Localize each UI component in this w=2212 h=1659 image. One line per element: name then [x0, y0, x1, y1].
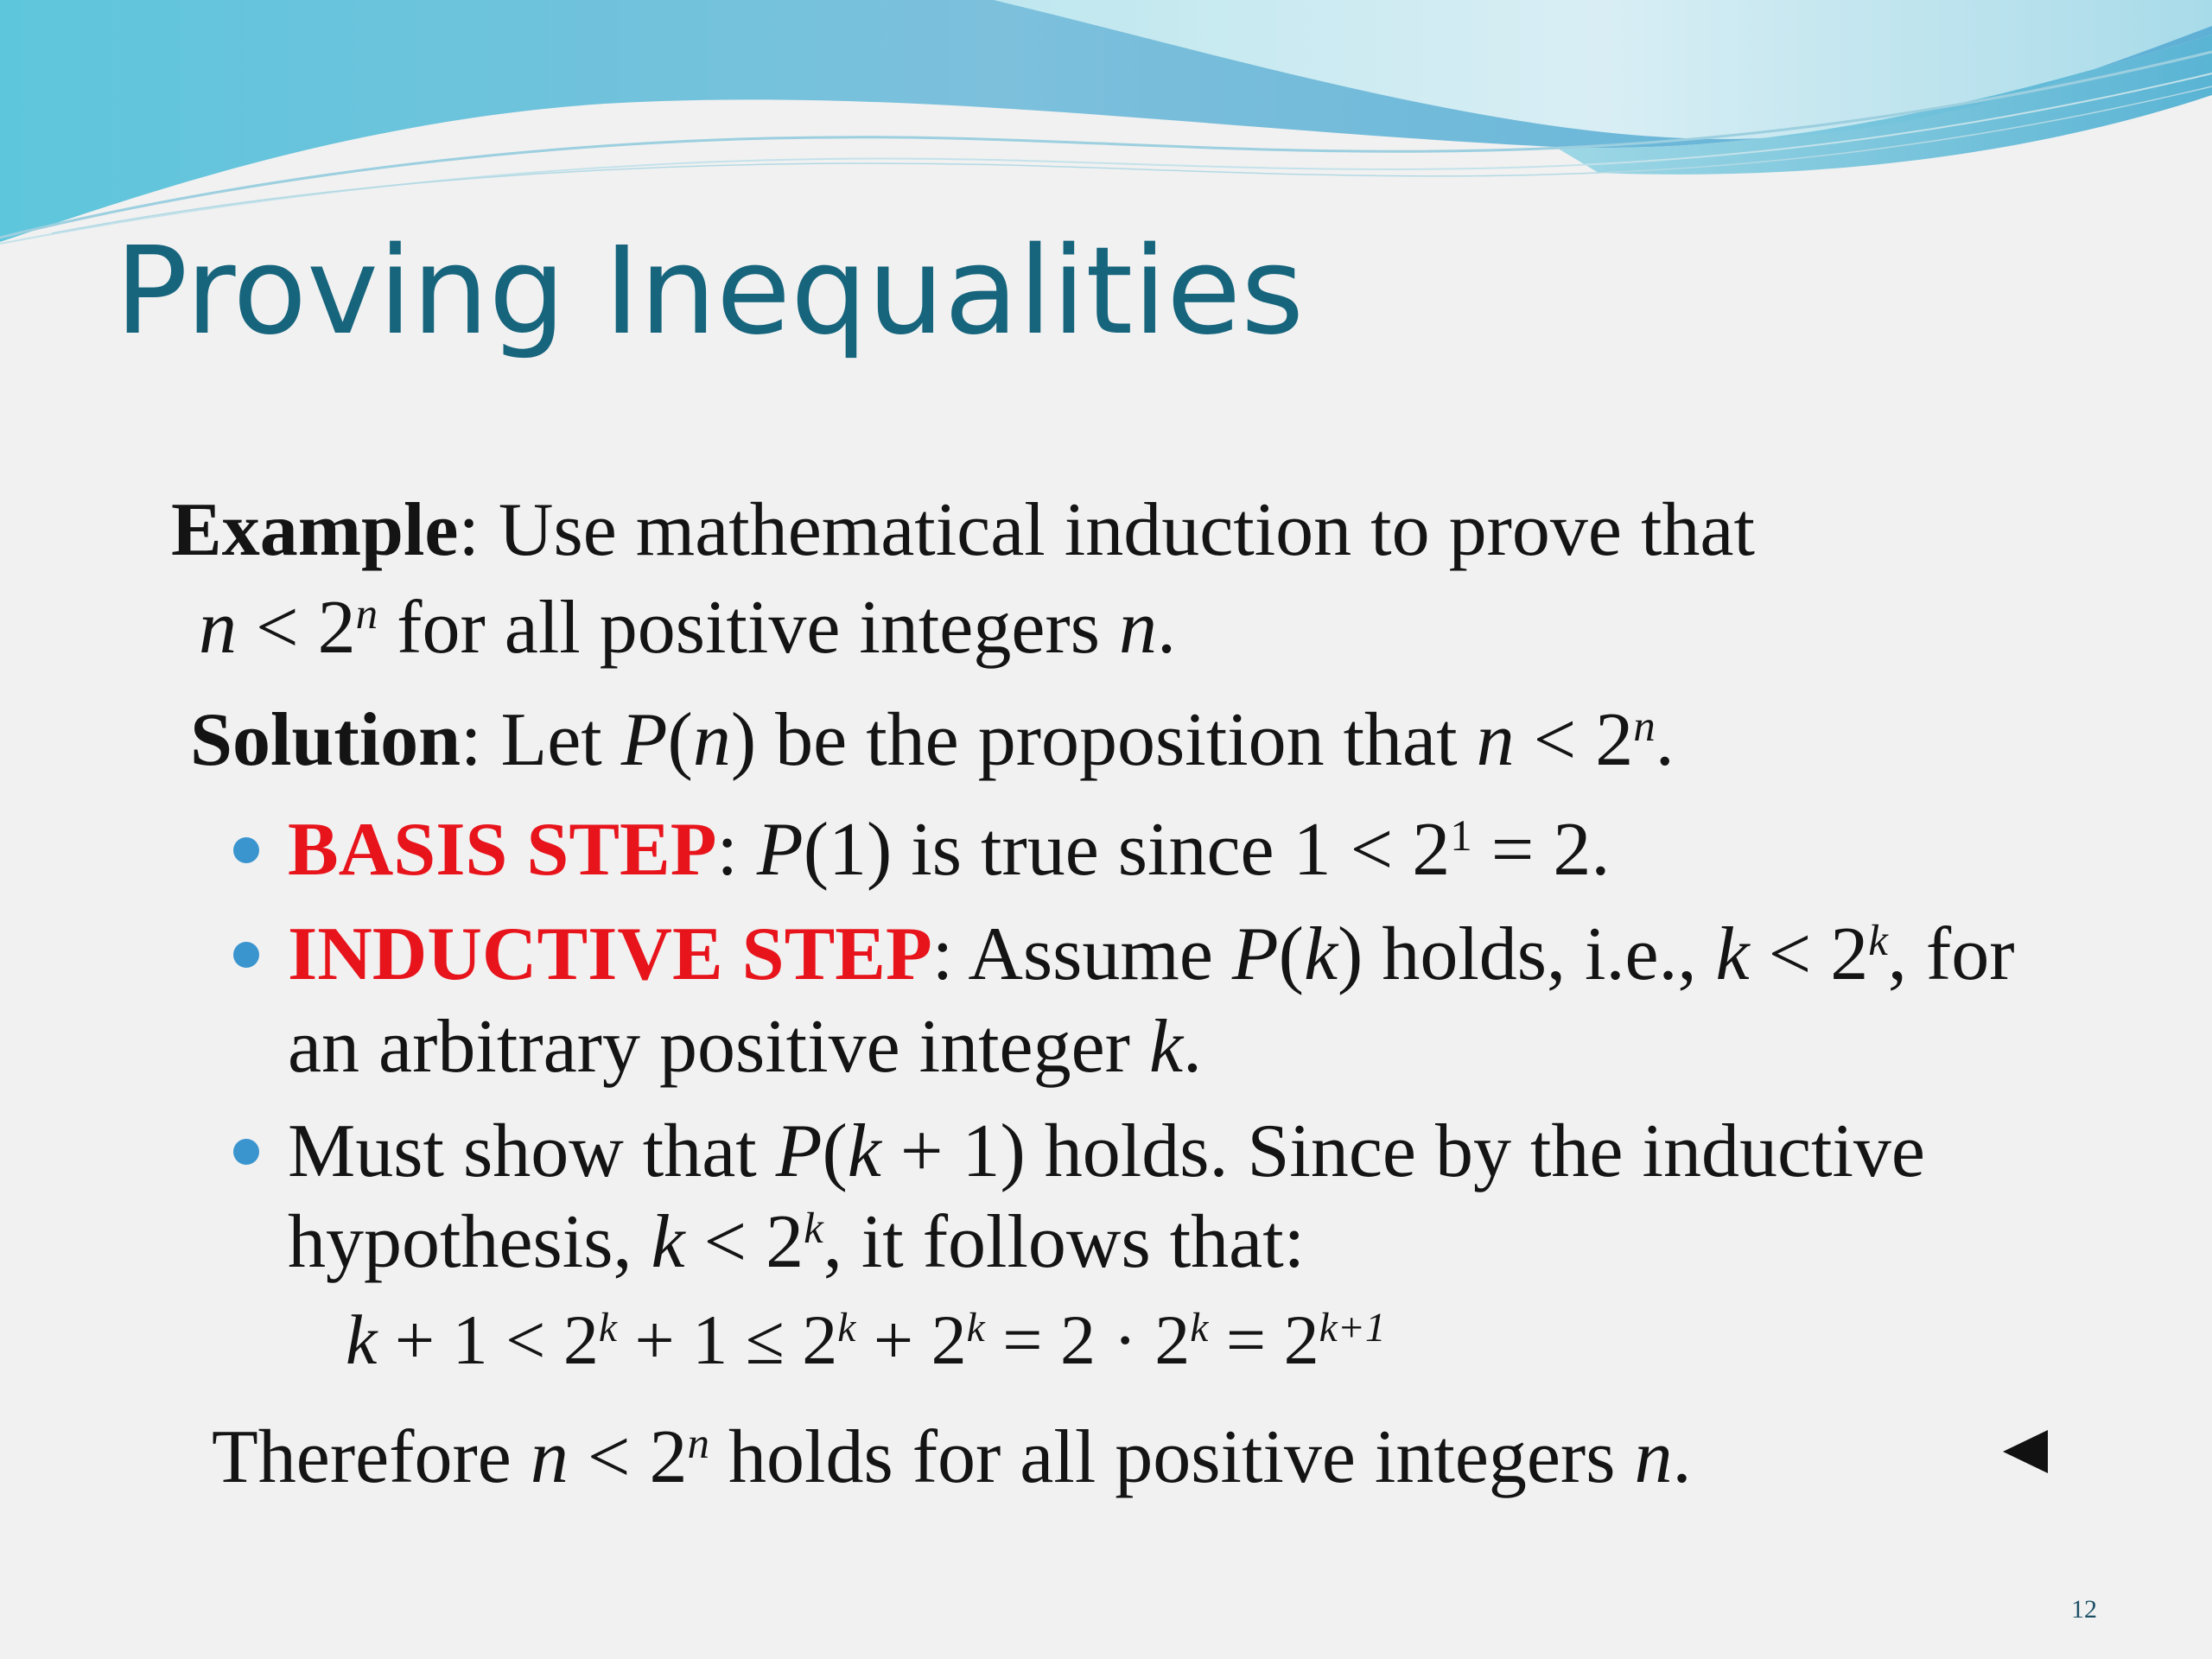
conclusion-period: .: [1672, 1415, 1692, 1499]
solution-paren-open: (: [667, 698, 693, 782]
example-label: Example: [171, 488, 459, 572]
example-period: .: [1156, 586, 1176, 670]
example-text: : Use mathematical induction to prove that: [458, 488, 1755, 572]
solution-var-p: P: [620, 698, 668, 782]
eq-term-3: + 2: [855, 1300, 967, 1379]
page-number: 12: [2071, 1595, 2097, 1624]
slide-title: Proving Inequalities: [115, 221, 1305, 362]
example-line-1: [171, 488, 1755, 572]
must-show-var-k: k: [847, 1109, 881, 1193]
basis-step-label: BASIS STEP: [288, 808, 717, 892]
eq-exp-5: k+1: [1319, 1305, 1386, 1351]
solution-var-n2: n: [1476, 698, 1515, 782]
example-line-2: [199, 586, 1176, 670]
inductive-text-3: , for: [1887, 912, 2015, 996]
must-show-var-p: P: [775, 1109, 823, 1193]
must-show-text-2: holds. Since by the inductive: [1025, 1109, 1925, 1193]
must-show-plus1: + 1): [880, 1109, 1026, 1193]
solution-line: [190, 698, 1675, 782]
inductive-period: .: [1183, 1005, 1203, 1089]
basis-exponent: 1: [1450, 811, 1472, 861]
bullet-dot-basis: [233, 837, 259, 863]
solution-paren-close: ): [730, 698, 757, 782]
eq-term-2: + 1 ≤ 2: [617, 1300, 838, 1379]
basis-text: (1) is true since 1 < 2: [803, 808, 1451, 892]
basis-colon: :: [716, 808, 757, 892]
bullet-dot-inductive: [233, 942, 259, 968]
eq-term-4: = 2 · 2: [984, 1300, 1191, 1379]
example-line2-text: for all positive integers: [378, 586, 1119, 670]
inductive-var-k: k: [1303, 912, 1338, 996]
conclusion-lt: < 2: [568, 1415, 688, 1499]
inductive-paren-open: (: [1278, 912, 1304, 996]
inductive-line2-text: an arbitrary positive integer: [288, 1005, 1149, 1089]
decorative-wave-banner: [0, 0, 2212, 259]
solution-lt: < 2: [1514, 698, 1634, 782]
conclusion-text-1: Therefore: [212, 1415, 531, 1499]
inductive-exponent: k: [1868, 916, 1888, 965]
eq-term-1: + 1 < 2: [377, 1300, 599, 1379]
inductive-lt: < 2: [1749, 912, 1869, 996]
must-show-paren-open: (: [822, 1109, 848, 1193]
eq-exp-2: k: [837, 1305, 856, 1351]
eq-exp-3: k: [966, 1305, 985, 1351]
inductive-paren-close: ): [1338, 912, 1363, 996]
inductive-text-2: holds, i.e.,: [1363, 912, 1716, 996]
conclusion-text-2: holds for all positive integers: [709, 1415, 1635, 1499]
inductive-step-line-2: [288, 1005, 1203, 1089]
must-show-lt: < 2: [684, 1200, 804, 1284]
solution-var-n: n: [692, 698, 731, 782]
must-show-var-k2: k: [651, 1200, 685, 1284]
inductive-step-line-1: [288, 912, 2015, 996]
example-exponent: n: [355, 589, 378, 639]
basis-step-line: [288, 808, 1611, 892]
example-var-n: n: [199, 586, 237, 670]
conclusion-var-n: n: [530, 1415, 569, 1499]
must-show-exponent: k: [804, 1204, 823, 1253]
basis-rest: = 2.: [1471, 808, 1611, 892]
eq-term-5: = 2: [1208, 1300, 1319, 1379]
example-var-n2: n: [1118, 586, 1157, 670]
solution-text-2: be the proposition that: [756, 698, 1477, 782]
end-of-proof-triangle-icon: [2003, 1430, 2048, 1473]
conclusion-exponent: n: [687, 1419, 709, 1468]
solution-period: .: [1655, 698, 1675, 782]
must-show-line-1: [288, 1109, 1925, 1193]
example-lt: < 2: [237, 586, 356, 670]
solution-label: Solution: [190, 698, 461, 782]
inductive-text-1: : Assume: [931, 912, 1232, 996]
eq-exp-4: k: [1190, 1305, 1209, 1351]
inductive-var-p: P: [1231, 912, 1279, 996]
bullet-dot-must-show: [233, 1139, 259, 1165]
basis-var-p: P: [756, 808, 804, 892]
conclusion-var-n2: n: [1634, 1415, 1673, 1499]
eq-var-k: k: [346, 1300, 378, 1379]
solution-exponent: n: [1633, 702, 1656, 751]
must-show-text-1: Must show that: [288, 1109, 776, 1193]
must-show-line2-text: hypothesis,: [288, 1200, 652, 1284]
inductive-var-k3: k: [1148, 1005, 1184, 1089]
must-show-line2-end: , it follows that:: [823, 1200, 1306, 1284]
inductive-var-k2: k: [1715, 912, 1750, 996]
must-show-line-2: [288, 1200, 1306, 1284]
eq-exp-1: k: [598, 1305, 618, 1351]
solution-text-1: : Let: [461, 698, 621, 782]
inequality-chain-equation: [346, 1300, 1386, 1379]
inductive-step-label: INDUCTIVE STEP: [288, 912, 932, 996]
conclusion-line: [212, 1415, 1692, 1499]
